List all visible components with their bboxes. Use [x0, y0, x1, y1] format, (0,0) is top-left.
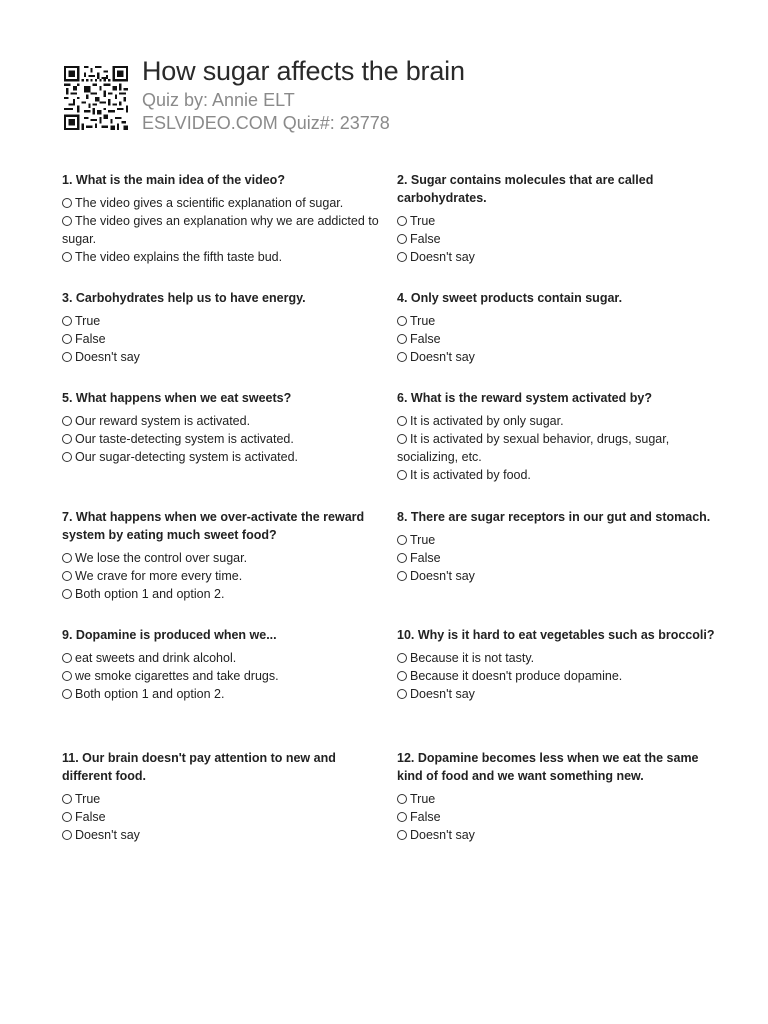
answer-option[interactable]: Because it doesn't produce dopamine.: [397, 667, 715, 685]
radio-circle-icon[interactable]: [62, 334, 72, 344]
answer-option[interactable]: True: [397, 531, 715, 549]
question-text: 6. What is the reward system activated by?: [397, 391, 652, 405]
answer-option[interactable]: Doesn't say: [62, 826, 380, 844]
question-8: [397, 508, 715, 585]
answer-option[interactable]: Doesn't say: [397, 348, 715, 366]
radio-circle-icon[interactable]: [397, 470, 407, 480]
answer-option[interactable]: It is activated by sexual behavior, drugs, sugar, socializing, etc.: [397, 432, 670, 464]
question-2: [397, 171, 715, 266]
answer-option[interactable]: Our reward system is activated.: [62, 412, 380, 430]
radio-circle-icon[interactable]: [397, 653, 407, 663]
answer-option[interactable]: Our sugar-detecting system is activated.: [62, 448, 380, 466]
radio-circle-icon[interactable]: [62, 434, 72, 444]
answer-option[interactable]: Because it is not tasty.: [397, 649, 715, 667]
answer-option[interactable]: Both option 1 and option 2.: [62, 585, 380, 603]
question-11: [62, 749, 380, 844]
radio-circle-icon[interactable]: [397, 830, 407, 840]
question-text: 10. Why is it hard to eat vegetables such as broccoli?: [397, 628, 715, 642]
radio-circle-icon[interactable]: [62, 198, 72, 208]
answer-option[interactable]: Doesn't say: [397, 826, 715, 844]
question-1: [62, 171, 380, 266]
radio-circle-icon[interactable]: [397, 434, 407, 444]
radio-circle-icon[interactable]: [62, 252, 72, 262]
radio-circle-icon[interactable]: [62, 216, 72, 226]
radio-circle-icon[interactable]: [397, 671, 407, 681]
question-7: [62, 508, 380, 603]
radio-circle-icon[interactable]: [62, 671, 72, 681]
question-9: [62, 626, 380, 703]
question-text: 12. Dopamine becomes less when we eat the same kind of food and we want something new.: [397, 751, 699, 783]
answer-option[interactable]: False: [397, 549, 715, 567]
radio-circle-icon[interactable]: [62, 794, 72, 804]
question-5: [62, 389, 380, 466]
question-text: 4. Only sweet products contain sugar.: [397, 291, 623, 305]
radio-circle-icon[interactable]: [62, 689, 72, 699]
question-12: [397, 749, 715, 844]
answer-option[interactable]: Doesn't say: [62, 348, 380, 366]
answer-option[interactable]: Doesn't say: [397, 685, 715, 703]
quiz-title: How sugar affects the brain: [142, 56, 465, 86]
radio-circle-icon[interactable]: [397, 689, 407, 699]
radio-circle-icon[interactable]: [397, 352, 407, 362]
radio-circle-icon[interactable]: [397, 416, 407, 426]
question-text: 2. Sugar contains molecules that are called carbohydrates.: [397, 173, 654, 205]
radio-circle-icon[interactable]: [62, 352, 72, 362]
answer-option[interactable]: False: [397, 808, 715, 826]
answer-option[interactable]: Doesn't say: [397, 248, 715, 266]
answer-option[interactable]: True: [397, 312, 715, 330]
question-text: 11. Our brain doesn't pay attention to new and different food.: [62, 751, 336, 783]
radio-circle-icon[interactable]: [62, 830, 72, 840]
question-text: 8. There are sugar receptors in our gut and stomach.: [397, 510, 711, 524]
radio-circle-icon[interactable]: [62, 589, 72, 599]
radio-circle-icon[interactable]: [62, 316, 72, 326]
radio-circle-icon[interactable]: [62, 553, 72, 563]
answer-option[interactable]: True: [397, 212, 715, 230]
question-text: 1. What is the main idea of the video?: [62, 173, 285, 187]
quiz-header: [64, 56, 704, 136]
question-10: [397, 626, 715, 703]
answer-option[interactable]: False: [62, 808, 380, 826]
answer-option[interactable]: We lose the control over sugar.: [62, 549, 380, 567]
answer-option[interactable]: True: [397, 790, 715, 808]
question-4: [397, 289, 715, 366]
qr-code-icon: [64, 66, 128, 130]
radio-circle-icon[interactable]: [397, 216, 407, 226]
radio-circle-icon[interactable]: [397, 316, 407, 326]
question-text: 3. Carbohydrates help us to have energy.: [62, 291, 306, 305]
quiz-number: ESLVIDEO.COM Quiz#: 23778: [142, 113, 390, 133]
answer-option[interactable]: Doesn't say: [397, 567, 715, 585]
answer-option[interactable]: The video explains the fifth taste bud.: [62, 248, 380, 266]
answer-option[interactable]: We crave for more every time.: [62, 567, 380, 585]
question-text: 5. What happens when we eat sweets?: [62, 391, 292, 405]
question-3: [62, 289, 380, 366]
quiz-author: Quiz by: Annie ELT: [142, 90, 295, 110]
question-6: [397, 389, 715, 484]
radio-circle-icon[interactable]: [62, 452, 72, 462]
answer-option[interactable]: True: [62, 312, 380, 330]
answer-option[interactable]: It is activated by only sugar.: [397, 412, 715, 430]
question-text: 9. Dopamine is produced when we...: [62, 628, 277, 642]
radio-circle-icon[interactable]: [62, 571, 72, 581]
radio-circle-icon[interactable]: [62, 812, 72, 822]
answer-option[interactable]: False: [397, 330, 715, 348]
question-text: 7. What happens when we over-activate the reward system by eating much sweet food?: [62, 510, 365, 542]
answer-option[interactable]: we smoke cigarettes and take drugs.: [62, 667, 380, 685]
answer-option[interactable]: Our taste-detecting system is activated.: [62, 430, 380, 448]
radio-circle-icon[interactable]: [397, 252, 407, 262]
radio-circle-icon[interactable]: [397, 794, 407, 804]
answer-option[interactable]: It is activated by food.: [397, 466, 715, 484]
radio-circle-icon[interactable]: [397, 553, 407, 563]
answer-option[interactable]: False: [62, 330, 380, 348]
radio-circle-icon[interactable]: [62, 416, 72, 426]
radio-circle-icon[interactable]: [397, 334, 407, 344]
answer-option[interactable]: eat sweets and drink alcohol.: [62, 649, 380, 667]
answer-option[interactable]: The video gives an explanation why we are addicted to sugar.: [62, 214, 379, 246]
answer-option[interactable]: False: [397, 230, 715, 248]
radio-circle-icon[interactable]: [397, 535, 407, 545]
answer-option[interactable]: The video gives a scientific explanation of sugar.: [62, 194, 380, 212]
radio-circle-icon[interactable]: [397, 234, 407, 244]
answer-option[interactable]: Both option 1 and option 2.: [62, 685, 380, 703]
radio-circle-icon[interactable]: [397, 812, 407, 822]
answer-option[interactable]: True: [62, 790, 380, 808]
radio-circle-icon[interactable]: [397, 571, 407, 581]
radio-circle-icon[interactable]: [62, 653, 72, 663]
